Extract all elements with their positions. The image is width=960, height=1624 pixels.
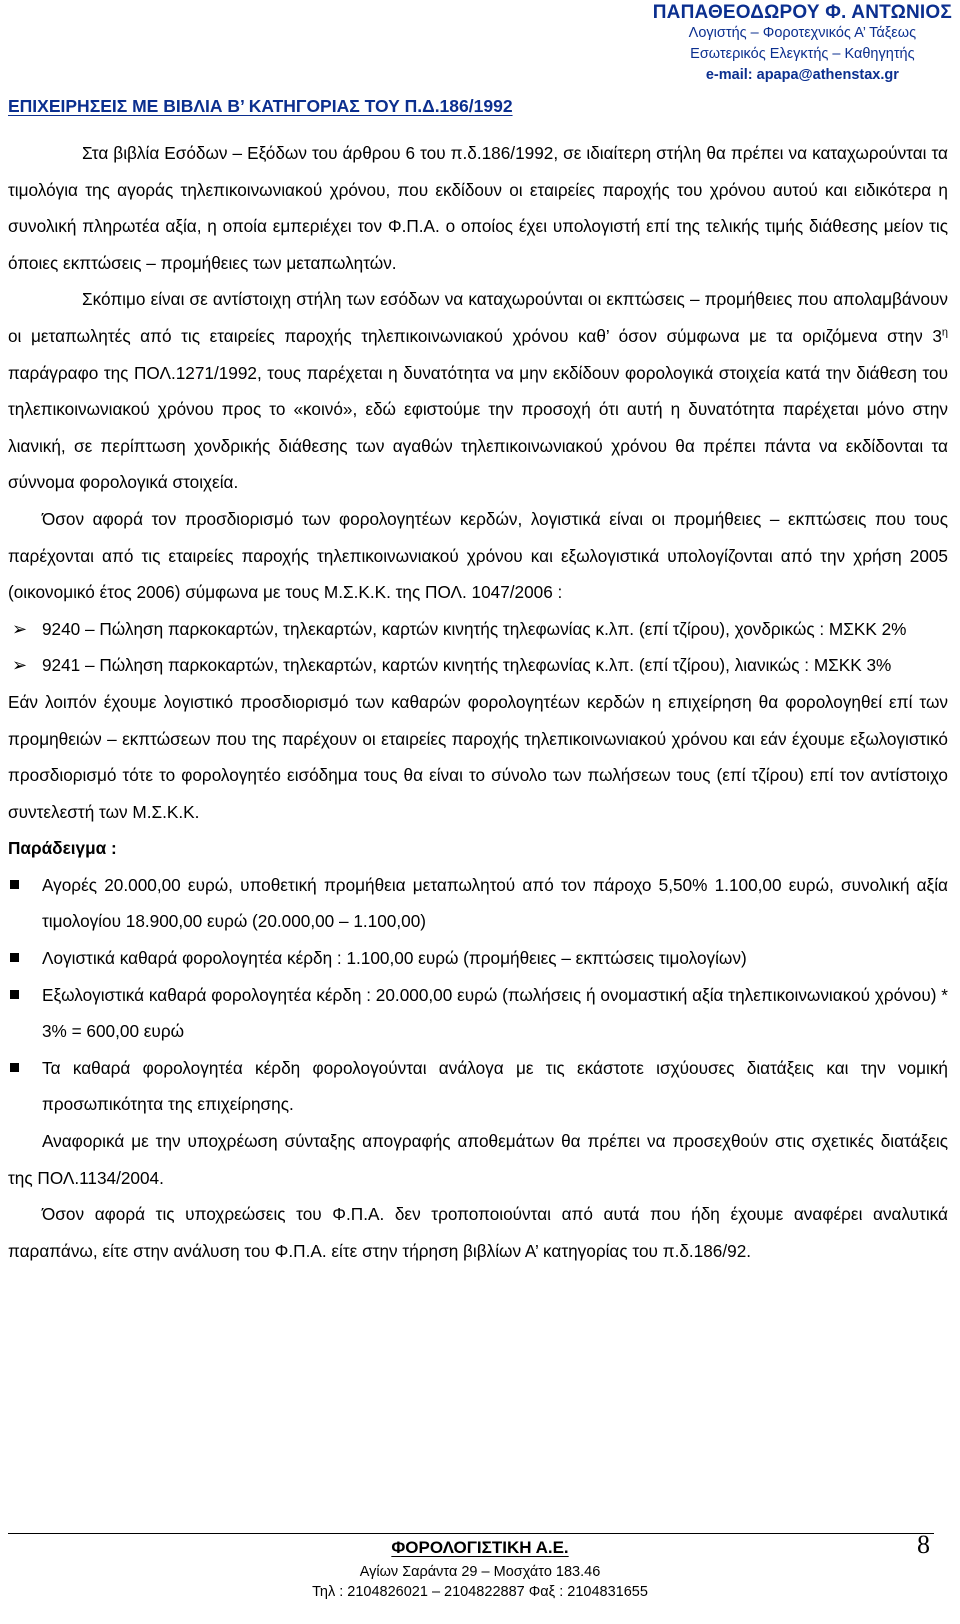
example-heading: Παράδειγμα : (8, 838, 117, 859)
list-item (8, 940, 948, 977)
page-number: 8 (917, 1530, 930, 1559)
footer-divider (8, 1533, 934, 1534)
arrow-bullet-icon: ➢ (12, 655, 28, 676)
paragraph-taxable-profits: Όσον αφορά τον προσδιορισμό των φορολογητέων κερδών, λογιστικά είναι οι προμήθειες – εκπτώσεις που τους παρέχονται από τις εταιρείες παροχής τηλεπικοινωνιακού χρόνου και εξωλογιστικά υπολογίζονται από την χρήση 2005 (οικονομικό έτος 2006) σύμφωνα με τους Μ.Σ.Κ.Κ. της ΠΟΛ. 1047/2006 : (8, 508, 948, 603)
square-bullet-icon (10, 953, 19, 962)
author-name: ΠΑΠΑΘΕΟΔΩΡΟΥ Φ. ΑΝΤΩΝΙΟΣ (652, 2, 952, 23)
list-item-text: Αγορές 20.000,00 ευρώ, υποθετική προμήθεια μεταπωλητού από τον πάροχο 5,50% 1.100,00 ευρώ, συνολική αξία τιμολογίου 18.900,00 ευρώ (20.000,00 – 1.100,00) (42, 874, 948, 932)
square-bullet-icon (10, 880, 19, 889)
list-item-text: 9241 – Πώληση παρκοκαρτών, τηλεκαρτών, καρτών κινητής τηλεφωνίας κ.λπ. (επί τζίρου), λιανικώς : ΜΣΚΚ 3% (42, 655, 892, 676)
author-role: Εσωτερικός Ελεγκτής – Καθηγητής (690, 46, 915, 62)
paragraph-revenue-text-a: Σκόπιμο είναι σε αντίστοιχη στήλη των εσόδων να καταχωρούνται οι εκπτώσεις – προμήθειες που απολαμβάνουν οι μεταπωλητές από τις εταιρείες παροχής τηλεπικοινωνιακού χρόνου καθ’ όσον σύμφωνα με τα οριζόμενα στην 3 (8, 289, 948, 346)
paragraph-revenue-text-b: παράγραφο της ΠΟΛ.1271/1992, τους παρέχεται η δυνατότητα να μην εκδίδουν φορολογικά στοιχεία κατά την διάθεση του τηλεπικοινωνιακού χρόνου προς το «κοινό», εδώ εφιστούμε την προσοχή ότι αυτή η δυνατότητα παρέχεται μόνο στην λιανική, σε περίπτωση χονδρικής διάθεσης των αγαθών τηλεπικοινωνιακού χρόνου θα πρέπει πάντα να εκδίδονται τα σύννομα φορολογικά στοιχεία. (8, 362, 948, 493)
list-item (8, 867, 948, 940)
list-item-text: 9240 – Πώληση παρκοκαρτών, τηλεκαρτών, καρτών κινητής τηλεφωνίας κ.λπ. (επί τζίρου), χονδρικώς : ΜΣΚΚ 2% (42, 618, 907, 639)
author-title: Λογιστής – Φοροτεχνικός Α’ Τάξεως (688, 25, 917, 41)
paragraph-books: Στα βιβλία Εσόδων – Εξόδων του άρθρου 6 του π.δ.186/1992, σε ιδιαίτερη στήλη θα πρέπει να καταχωρούνται τα τιμολόγια της αγοράς τηλεπικοινωνιακού χρόνου, που εκδίδουν οι εταιρείες παροχής του χρόνου αυτού και ειδικότερα η συνολική πληρωτέα αξία, η οποία εμπεριέχει τον Φ.Π.Α. ο οποίος έχει υπολογιστή επί της τελικής τιμής διάθεσης μείον τις όποιες εκπτώσεις – προμήθειες των μεταπωλητών. (8, 143, 948, 273)
letterhead (653, 2, 952, 86)
paragraph-vat: Όσον αφορά τις υποχρεώσεις του Φ.Π.Α. δεν τροποποιούνται από αυτά που ήδη έχουμε αναφέρει αναλυτικά παραπάνω, είτε στην ανάλυση του Φ.Π.Α. είτε στην τήρηση βιβλίων Α’ κατηγορίας του π.δ.186/92. (8, 1204, 948, 1261)
section-title: ΕΠΙΧΕΙΡΗΣΕΙΣ ΜΕ ΒΙΒΛΙΑ Β’ ΚΑΤΗΓΟΡΙΑΣ ΤΟΥ Π.Δ.186/1992 (8, 96, 513, 116)
paragraph-accounting-determination: Εάν λοιπόν έχουμε λογιστικό προσδιορισμό των καθαρών φορολογητέων κερδών η επιχείρηση θα φορολογηθεί επί των προμηθειών – εκπτώσεων που της παρέχουν οι εταιρείες παροχής τηλεπικοινωνιακού χρόνου και εάν έχουμε εξωλογιστικό προσδιορισμό τότε το φορολογητέο εισόδημα τους θα είναι το σύνολο των πωλήσεων τους (επί τζίρου) επί τον αντίστοιχο συντελεστή των Μ.Σ.Κ.Κ. (8, 691, 948, 822)
square-bullet-icon (10, 1063, 19, 1072)
list-item (8, 977, 948, 1050)
footer-address: Αγίων Σαράντα 29 – Μοσχάτο 183.46 (359, 1564, 601, 1580)
list-item-text: Τα καθαρά φορολογητέα κέρδη φορολογούνται ανάλογα με τις εκάστοτε ισχύουσες διατάξεις και την νομική προσωπικότητα της επιχείρησης. (42, 1057, 948, 1115)
list-item (8, 611, 948, 648)
square-bullet-icon (10, 990, 19, 999)
example-list (8, 867, 948, 1123)
list-item (8, 1050, 948, 1123)
ordinal-superscript: η (941, 326, 948, 339)
paragraph-revenue-column (8, 281, 948, 501)
author-email-link[interactable]: e-mail: apapa@athenstax.gr (705, 67, 899, 83)
footer-company: ΦΟΡΟΛΟΓΙΣΤΙΚΗ Α.Ε. (391, 1538, 569, 1557)
document-body (8, 135, 948, 1269)
list-item-text: Εξωλογιστικά καθαρά φορολογητέα κέρδη : 20.000,00 ευρώ (πωλήσεις ή ονομαστική αξία τηλεπικοινωνιακού χρόνου) * 3% = 600,00 ευρώ (42, 984, 948, 1042)
arrow-bullet-icon: ➢ (12, 618, 28, 639)
list-item (8, 647, 948, 684)
mskk-code-list (8, 611, 948, 684)
paragraph-inventory: Αναφορικά με την υποχρέωση σύνταξης απογραφής αποθεμάτων θα πρέπει να προσεχθούν στις σχετικές διατάξεις της ΠΟΛ.1134/2004. (8, 1131, 948, 1188)
footer-phones: Τηλ : 2104826021 – 2104822887 Φαξ : 2104831655 (312, 1584, 648, 1600)
list-item-text: Λογιστικά καθαρά φορολογητέα κέρδη : 1.100,00 ευρώ (προμήθειες – εκπτώσεις τιμολογίων) (42, 948, 747, 969)
